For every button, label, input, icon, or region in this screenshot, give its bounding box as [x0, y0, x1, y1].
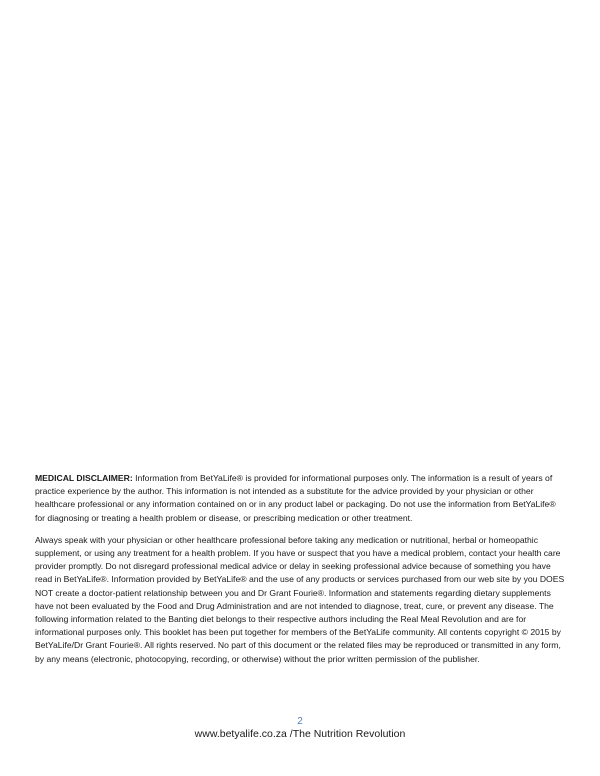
disclaimer-paragraph-1	[35, 472, 567, 525]
footer-text: www.betyalife.co.za /The Nutrition Revolution	[194, 728, 406, 740]
medical-disclaimer	[35, 472, 567, 666]
disclaimer-paragraph-2: Always speak with your physician or other healthcare professional before taking any medication or nutritional, herbal or homeopathic supplement, or using any treatment for a health problem. If you have or suspect that you have a medical problem, contact your health care provider promptly. Do not disregard professional medical advice or delay in seeking professional advice because of something you have read in BetYaLife®. Information provided by BetYaLife® and the use of any products or services purchased from our web site by you DOES NOT create a doctor-patient relationship between you and Dr Grant Fourie®. Information and statements regarding dietary supplements have not been evaluated by the Food and Drug Administration and are not intended to diagnose, treat, cure, or prevent any disease. The following information related to the Banting diet belongs to their respective authors including the Real Meal Revolution and are for informational purposes only. This booklet has been put together for members of the BetYaLife community. All contents copyright © 2015 by BetYaLife/Dr Grant Fourie®. All rights reserved. No part of this document or the related files may be reproduced or transmitted in any form, by any means (electronic, photocopying, recording, or otherwise) without the prior written permission of the publisher.	[35, 534, 565, 664]
disclaimer-paragraph-1-text: Information from BetYaLife® is provided for informational purposes only. The information is a result of years of practice experience by the author. This information is not intended as a substitute for the advice provided by your physician or other healthcare professional or any information contained on or in any product label or packaging. Do not use the information from BetYaLife® for diagnosing or treating a health problem or disease, or prescribing medication or other treatment.	[35, 473, 556, 523]
disclaimer-label: MEDICAL DISCLAIMER:	[35, 473, 133, 483]
page-number: 2	[297, 716, 303, 727]
